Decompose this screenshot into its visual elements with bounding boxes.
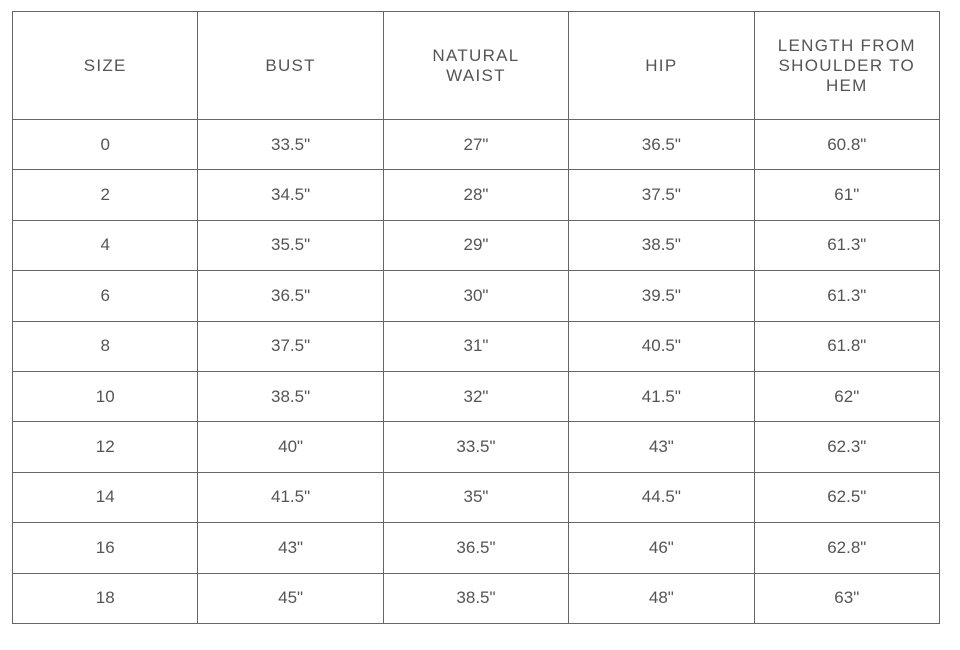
cell-natural-waist: 32" [383,371,568,421]
cell-size: 14 [13,472,198,522]
cell-natural-waist: 36.5" [383,523,568,573]
cell-size: 18 [13,573,198,623]
column-header-label: HIP [645,55,678,75]
cell-bust: 34.5" [198,170,383,220]
cell-hip: 39.5" [569,271,754,321]
column-header-label: BUST [265,55,316,75]
cell-length: 60.8" [754,120,939,170]
cell-bust: 35.5" [198,220,383,270]
cell-natural-waist: 35" [383,472,568,522]
column-header-label: SIZE [83,55,127,75]
cell-bust: 45" [198,573,383,623]
cell-length: 62.8" [754,523,939,573]
cell-bust: 41.5" [198,472,383,522]
cell-natural-waist: 28" [383,170,568,220]
cell-length: 61" [754,170,939,220]
column-header-bust [198,12,383,120]
cell-length: 62.3" [754,422,939,472]
cell-bust: 36.5" [198,271,383,321]
table-row [13,422,940,472]
column-header-natural-waist [383,12,568,120]
cell-length: 63" [754,573,939,623]
cell-natural-waist: 27" [383,120,568,170]
cell-size: 6 [13,271,198,321]
cell-size: 4 [13,220,198,270]
table-row [13,371,940,421]
column-header-hip [569,12,754,120]
table-row [13,472,940,522]
cell-length: 61.3" [754,271,939,321]
cell-hip: 37.5" [569,170,754,220]
cell-hip: 41.5" [569,371,754,421]
cell-length: 61.8" [754,321,939,371]
table-row [13,523,940,573]
cell-natural-waist: 38.5" [383,573,568,623]
table-row [13,170,940,220]
cell-bust: 37.5" [198,321,383,371]
table-row [13,271,940,321]
cell-hip: 44.5" [569,472,754,522]
cell-hip: 40.5" [569,321,754,371]
cell-size: 8 [13,321,198,371]
column-header-label: LENGTH FROM SHOULDER TO HEM [777,35,916,95]
table-row [13,321,940,371]
cell-hip: 43" [569,422,754,472]
cell-hip: 36.5" [569,120,754,170]
cell-size: 10 [13,371,198,421]
cell-hip: 48" [569,573,754,623]
cell-bust: 38.5" [198,371,383,421]
cell-bust: 33.5" [198,120,383,170]
column-header-label: NATURAL WAIST [432,45,520,85]
cell-natural-waist: 30" [383,271,568,321]
column-header-size [13,12,198,120]
header-row [13,12,940,120]
size-chart-table [12,11,940,624]
cell-natural-waist: 33.5" [383,422,568,472]
cell-size: 12 [13,422,198,472]
cell-natural-waist: 31" [383,321,568,371]
column-header-length [754,12,939,120]
cell-hip: 38.5" [569,220,754,270]
cell-natural-waist: 29" [383,220,568,270]
table-row [13,220,940,270]
cell-size: 16 [13,523,198,573]
table-header [13,12,940,120]
cell-bust: 40" [198,422,383,472]
table-row [13,120,940,170]
cell-bust: 43" [198,523,383,573]
table-row [13,573,940,623]
cell-size: 0 [13,120,198,170]
table-body [13,120,940,624]
cell-length: 62" [754,371,939,421]
cell-hip: 46" [569,523,754,573]
cell-length: 62.5" [754,472,939,522]
cell-size: 2 [13,170,198,220]
cell-length: 61.3" [754,220,939,270]
